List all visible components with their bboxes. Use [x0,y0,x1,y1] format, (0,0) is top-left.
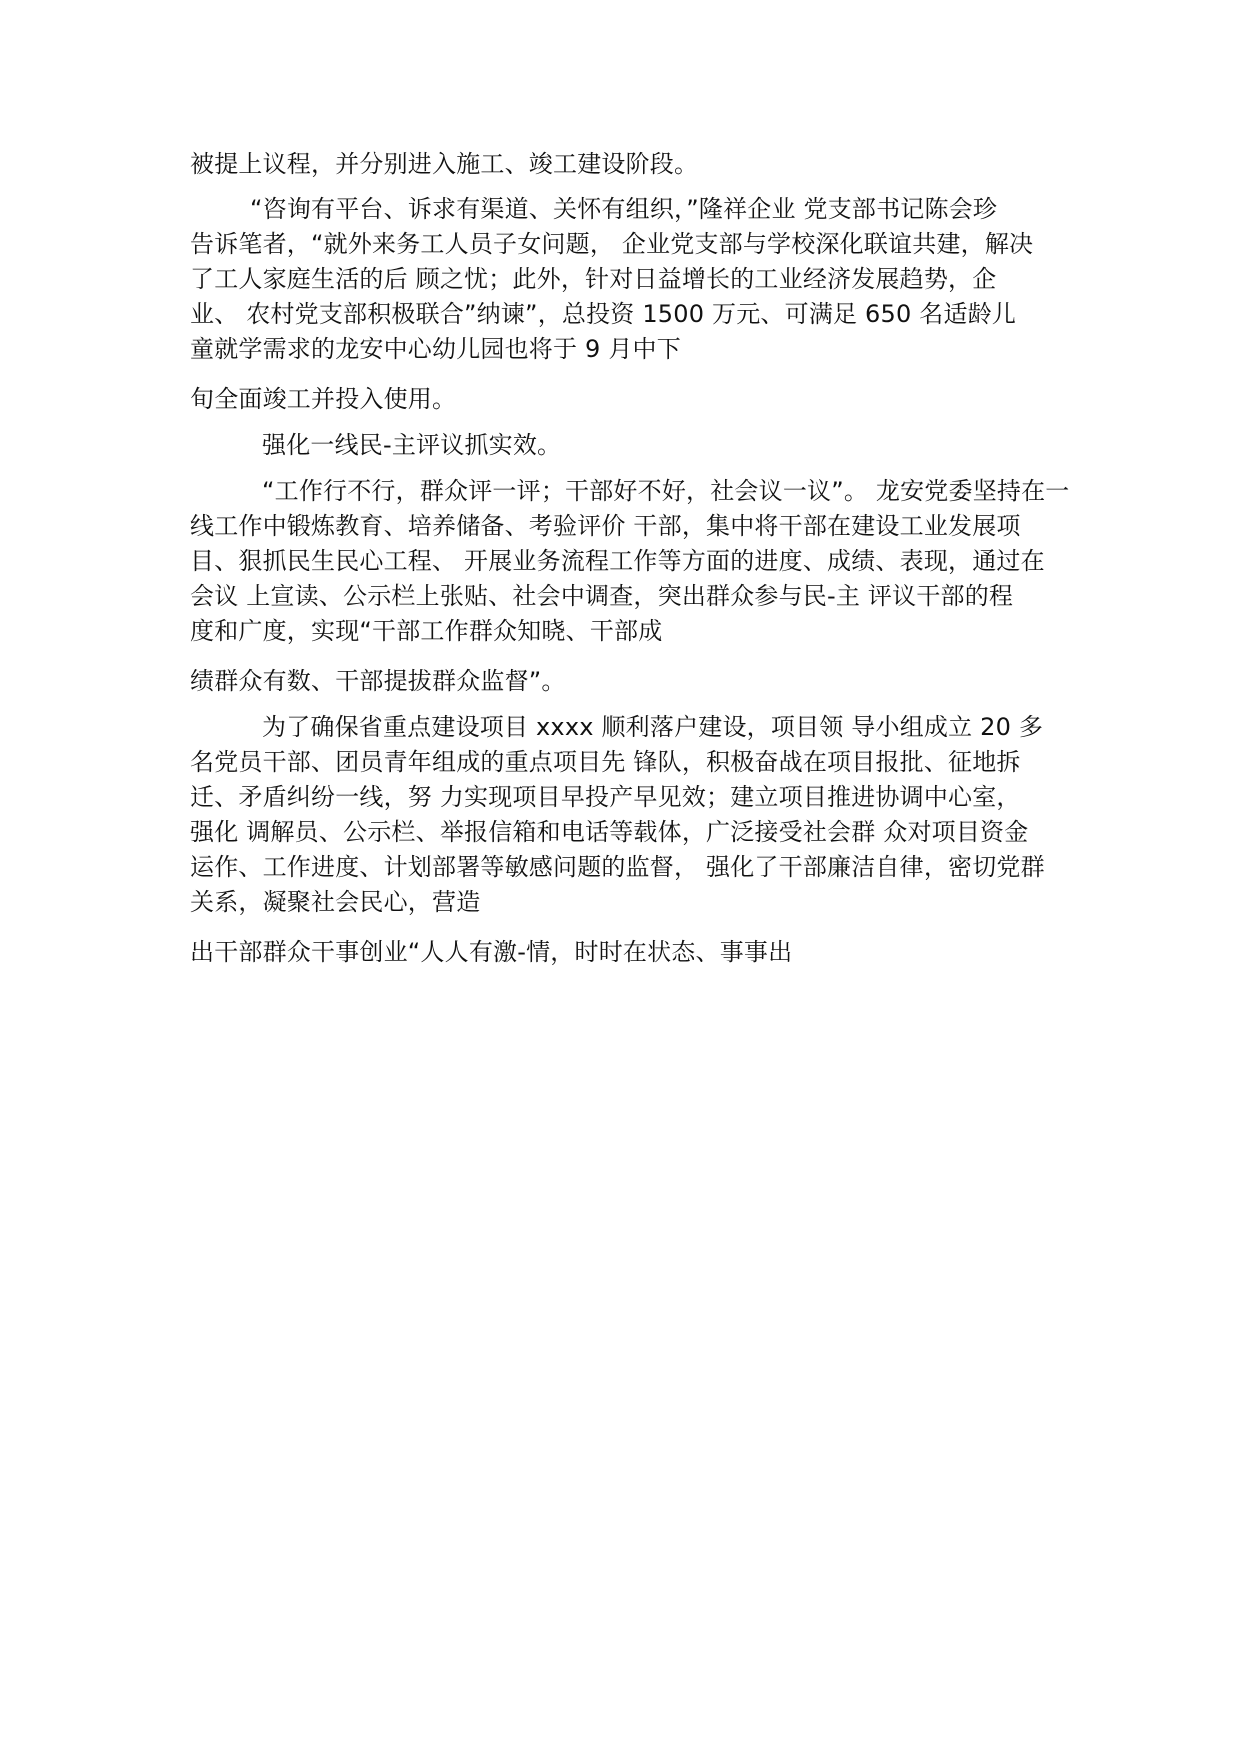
text-line: 名党员干部、团员青年组成的重点项目先 锋队，积极奋战在项目报批、征地拆 [190,748,1021,776]
text-line: 为了确保省重点建设项目 xxxx 顺利落户建设，项目领 导小组成立 20 多 [262,713,1044,741]
text-line: 了工人家庭生活的后 顾之忧；此外，针对日益增长的工业经济发展趋势，企 [190,265,997,293]
text-line: 线工作中锻炼教育、培养储备、考验评价 干部，集中将干部在建设工业发展项 [190,512,1021,540]
text-line: 告诉笔者，“就外来务工人员子女问题， 企业党支部与学校深化联谊共建，解决 [190,230,1034,258]
text-line: 绩群众有数、干部提拔群众监督”。 [190,667,566,695]
text-line: 业、 农村党支部积极联合”纳谏”，总投资 1500 万元、可满足 650 名适龄儿 [190,300,1017,328]
text-line: 会议 上宣读、公示栏上张贴、社会中调查，突出群众参与民-主 评议干部的程 [190,582,1014,610]
text-line: 度和广度，实现“干部工作群众知晓、干部成 [190,617,663,645]
text-line: “咨询有平台、诉求有渠道、关怀有组织，”隆祥企业 党支部书记陈会珍 [250,195,998,223]
section-heading: 强化一线民-主评议抓实效。 [262,431,562,459]
text-line: 旬全面竣工并投入使用。 [190,385,457,413]
text-line: 童就学需求的龙安中心幼儿园也将于 9 月中下 [190,335,681,363]
text-line: 关系，凝聚社会民心，营造 [190,888,481,916]
text-line: 运作、工作进度、计划部署等敏感问题的监督， 强化了干部廉洁自律，密切党群 [190,853,1045,881]
text-line: 目、狠抓民生民心工程、 开展业务流程工作等方面的进度、成绩、表现，通过在 [190,547,1045,575]
text-line: 迁、矛盾纠纷一线，努 力实现项目早投产早见效；建立项目推进协调中心室， [190,783,1021,811]
text-line: 强化 调解员、公示栏、举报信箱和电话等载体，广泛接受社会群 众对项目资金 [190,818,1029,846]
text-line: “工作行不行，群众评一评；干部好不好，社会议一议”。 龙安党委坚持在一 [262,477,1070,505]
text-line: 被提上议程，并分别进入施工、竣工建设阶段。 [190,150,699,178]
text-line: 出干部群众干事创业“人人有激-情，时时在状态、事事出 [190,938,793,966]
